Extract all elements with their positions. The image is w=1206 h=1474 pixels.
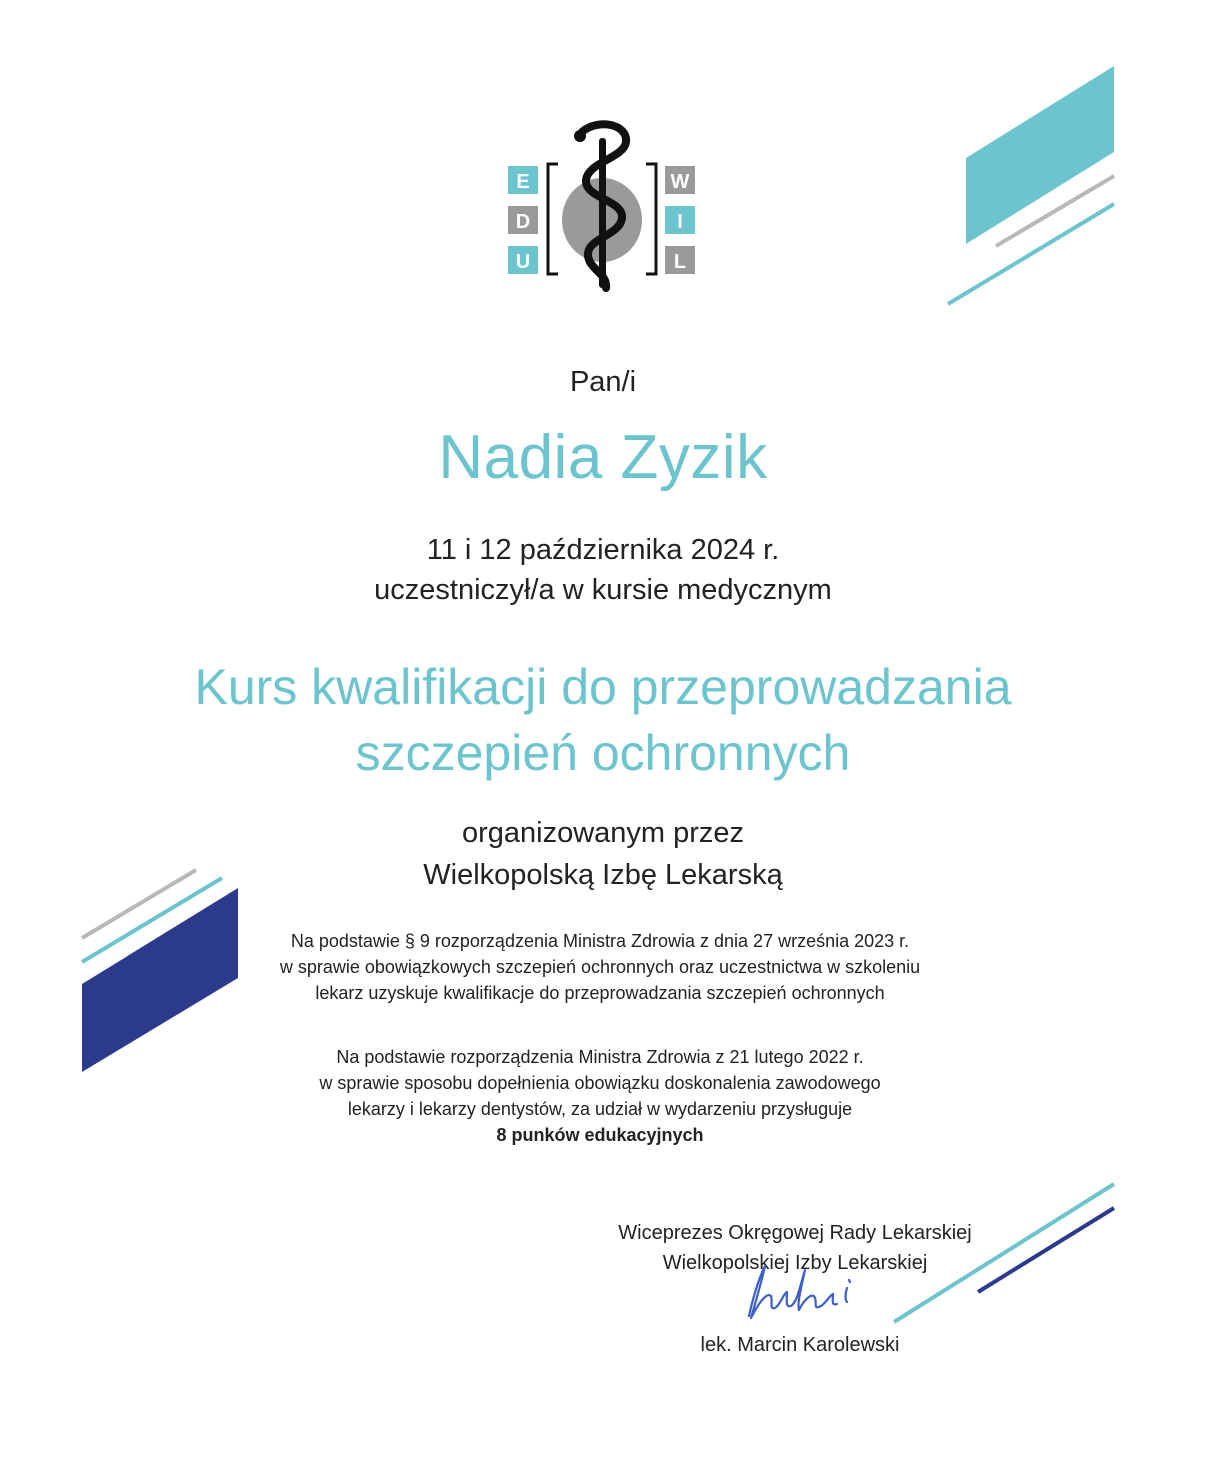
logo-letter-d: D xyxy=(515,211,531,233)
organizer xyxy=(0,812,1206,896)
organizer-line1: organizowanym przez xyxy=(461,817,745,849)
legal1-line2: w sprawie obowiązkowych szczepień ochronnych oraz uczestnictwa w szkoleniu xyxy=(279,957,921,977)
education-points: 8 punków edukacyjnych xyxy=(496,1125,704,1145)
course-title-line1: Kurs kwalifikacji do przeprowadzania xyxy=(194,659,1012,715)
course-title xyxy=(0,654,1206,786)
legal-paragraph-qualification xyxy=(230,928,970,1006)
organizer-line2: Wielkopolską Izbę Lekarską xyxy=(423,859,783,891)
legal1-line1: Na podstawie § 9 rozporządzenia Ministra Zdrowia z dnia 27 września 2023 r. xyxy=(290,931,910,951)
signatory-title-line2: Wielkopolskiej Izby Lekarskiej xyxy=(662,1252,928,1274)
course-title-line2: szczepień ochronnych xyxy=(355,725,851,781)
participation-text: uczestniczył/a w kursie medycznym xyxy=(374,574,832,606)
legal2-line2: w sprawie sposobu dopełnienia obowiązku doskonalenia zawodowego xyxy=(319,1073,881,1093)
event-details xyxy=(0,530,1206,610)
legal-paragraph-points xyxy=(230,1044,970,1148)
edu-wil-logo xyxy=(500,118,710,298)
logo-letter-e: E xyxy=(516,171,530,193)
legal1-line3: lekarz uzyskuje kwalifikacje do przeprowadzania szczepień ochronnych xyxy=(315,983,885,1003)
event-date: 11 i 12 października 2024 r. xyxy=(426,534,780,566)
logo-letter-u: U xyxy=(515,251,531,273)
legal2-line1: Na podstawie rozporządzenia Ministra Zdrowia z 21 lutego 2022 r. xyxy=(336,1047,864,1067)
signer-name: lek. Marcin Karolewski xyxy=(700,1334,900,1356)
legal2-line3: lekarzy i lekarzy dentystów, za udział w wydarzeniu przysługuje xyxy=(347,1099,853,1119)
recipient-name: Nadia Zyzik xyxy=(438,423,768,492)
salutation: Pan/i xyxy=(569,366,637,398)
logo-letter-i: I xyxy=(677,211,683,233)
logo-letter-w: W xyxy=(670,171,690,193)
handwritten-signature xyxy=(735,1258,865,1324)
logo-letter-l: L xyxy=(673,251,687,273)
signatory-title-line1: Wiceprezes Okręgowej Rady Lekarskiej xyxy=(618,1222,972,1244)
